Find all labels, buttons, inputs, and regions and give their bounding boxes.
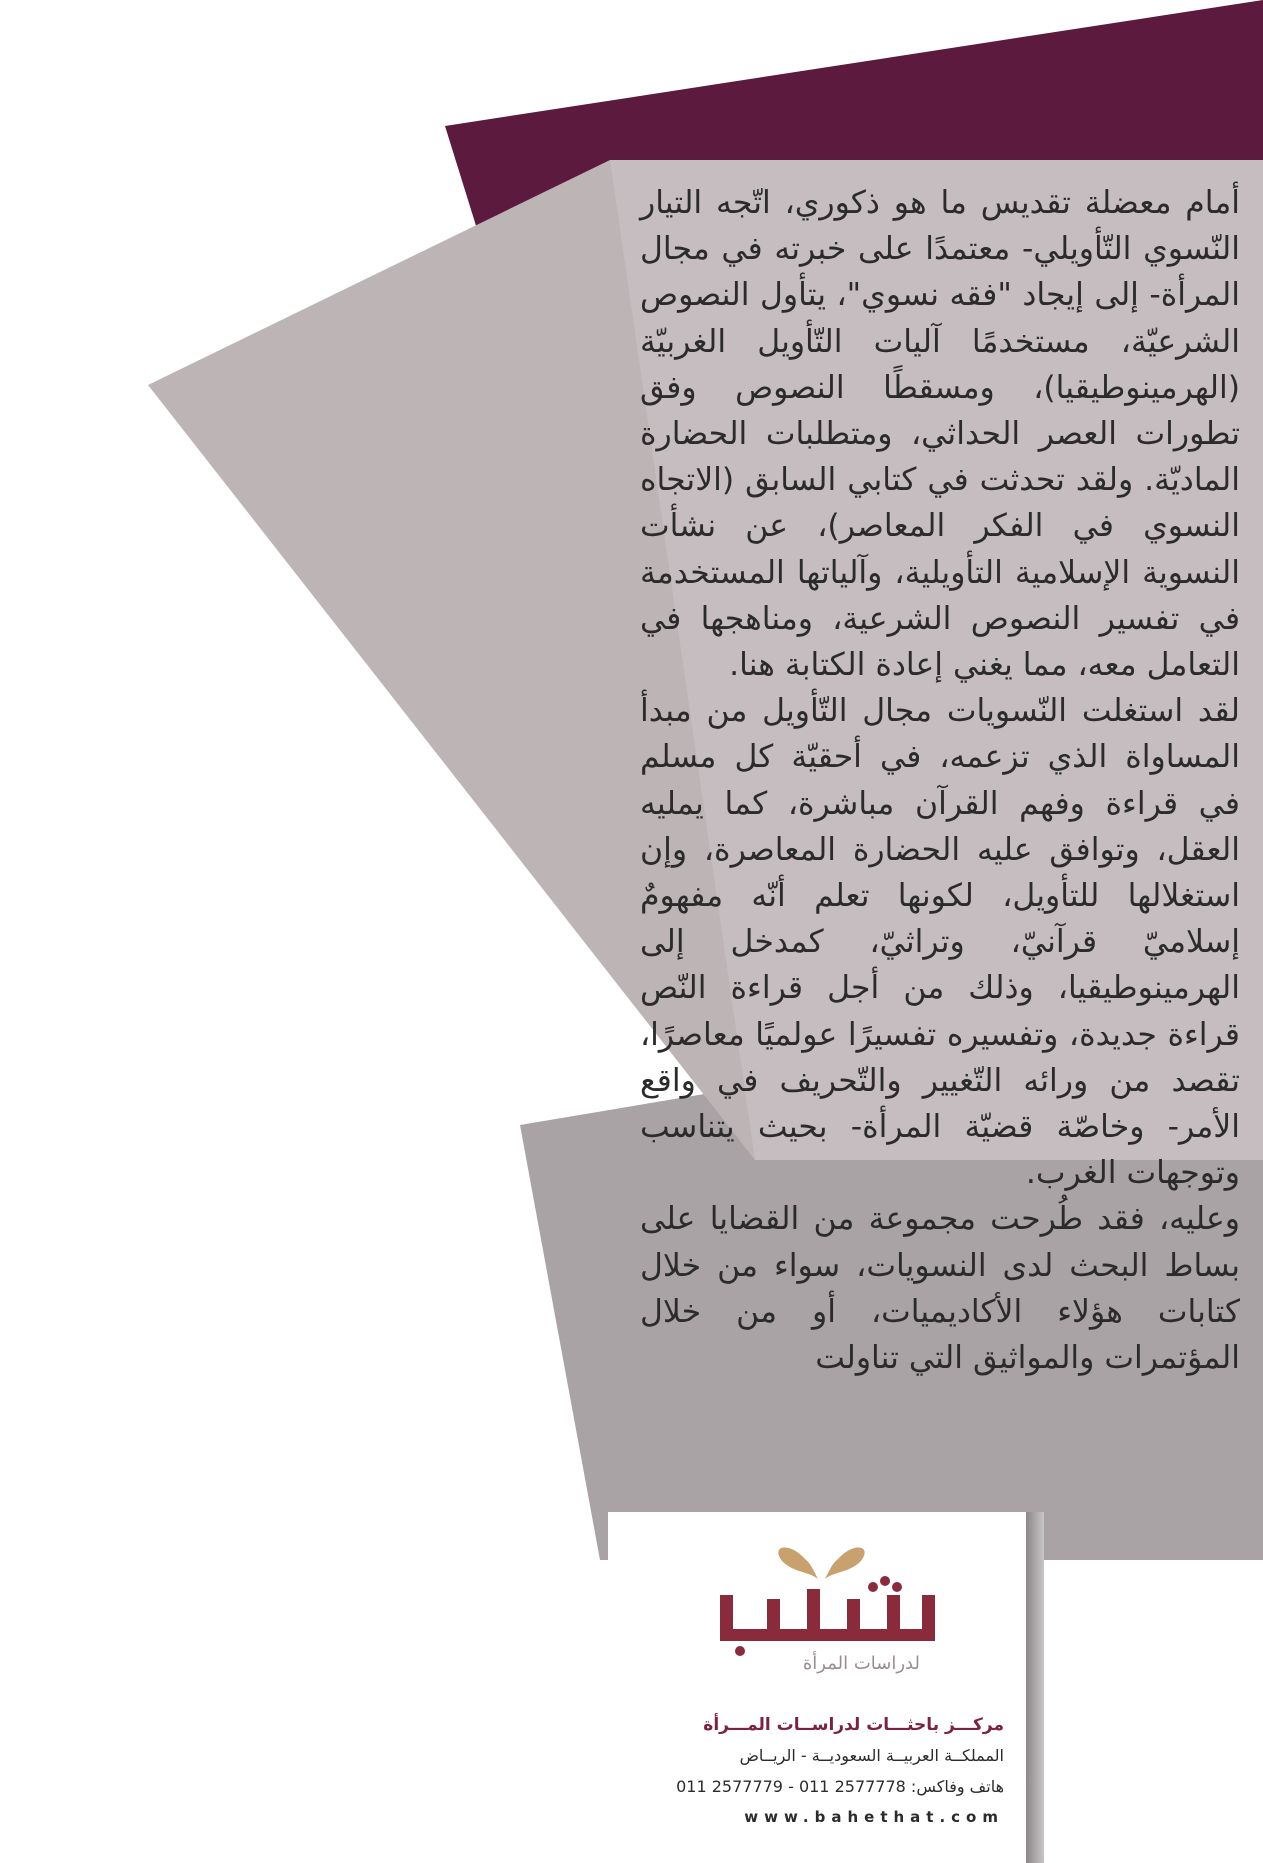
- logo-dot: [880, 1576, 890, 1586]
- bahethat-logo: [700, 1537, 960, 1657]
- logo-dot: [892, 1582, 902, 1592]
- logo-tagline: لدراسات المرأة: [802, 1653, 920, 1674]
- org-name: مركـــز باحثـــات لدراســات المـــرأة: [703, 1715, 1004, 1735]
- logo-dot: [868, 1582, 878, 1592]
- contact-block: [600, 1710, 1004, 1832]
- paragraph-2: لقد استغلت النّسويات مجال التّأويل من مبدأ المساواة الذي تزعمه، في أحقيّة كل مسلم في قراءة وفهم القرآن مباشرة، كما يمليه العقل، وتوافق عليه الحضارة المعاصرة، وإن استغلالها للتأويل، لكونها تعلم أنّه مفهومٌ إسلاميّ قرآنيّ، وتراثيّ، كمدخل إلى الهرمينوطيقيا، وذلك من أجل قراءة النّص قراءة جديدة، وتفسيره تفسيرًا عولميًا معاصرًا، تقصد من ورائه التّغيير والتّحريف في واقع الأمر- وخاصّة قضيّة المرأة- بحيث يتناسب وتوجهات الغرب.: [640, 693, 1240, 1192]
- location: المملكــة العربيــة السعوديــة - الريــاض: [739, 1746, 1004, 1765]
- paragraph-3: وعليه، فقد طُرحت مجموعة من القضايا على بساط البحث لدى النسويات، سواء من خلال كتابات هؤلاء الأكاديميات، أو من خلال المؤتمرات والمواثيق التي تناولت: [640, 1201, 1240, 1377]
- phone-fax: هاتف وفاكس: 2577778 011 - 2577779 011: [676, 1777, 1004, 1796]
- logo-letterforms: [720, 1589, 935, 1641]
- logo-card-shadow: [1026, 1512, 1044, 1863]
- paragraph-1: أمام معضلة تقديس ما هو ذكوري، اتّجه التيار النّسوي التّأويلي- معتمدًا على خبرته في مجال المرأة- إلى إيجاد "فقه نسوي"، يتأول النصوص الشرعيّة، مستخدمًا آليات التّأويل الغربيّة (الهرمينوطيقيا)، ومسقطًا النصوص وفق تطورات العصر الحداثي، ومتطلبات الحضارة الماديّة. ولقد تحدثت في كتابي السابق (الاتجاه النسوي في الفكر المعاصر)، عن نشأت النسوية الإسلامية التأويلية، وآلياتها المستخدمة في تفسير النصوص الشرعية، ومناهجها في التعامل معه، مما يغني إعادة الكتابة هنا.: [640, 185, 1240, 684]
- logo-wing-icon-2: [825, 1548, 865, 1579]
- logo-wing-icon: [778, 1548, 818, 1579]
- website-link[interactable]: www.bahethat.com: [744, 1808, 1004, 1826]
- back-cover-text: [640, 180, 1240, 1381]
